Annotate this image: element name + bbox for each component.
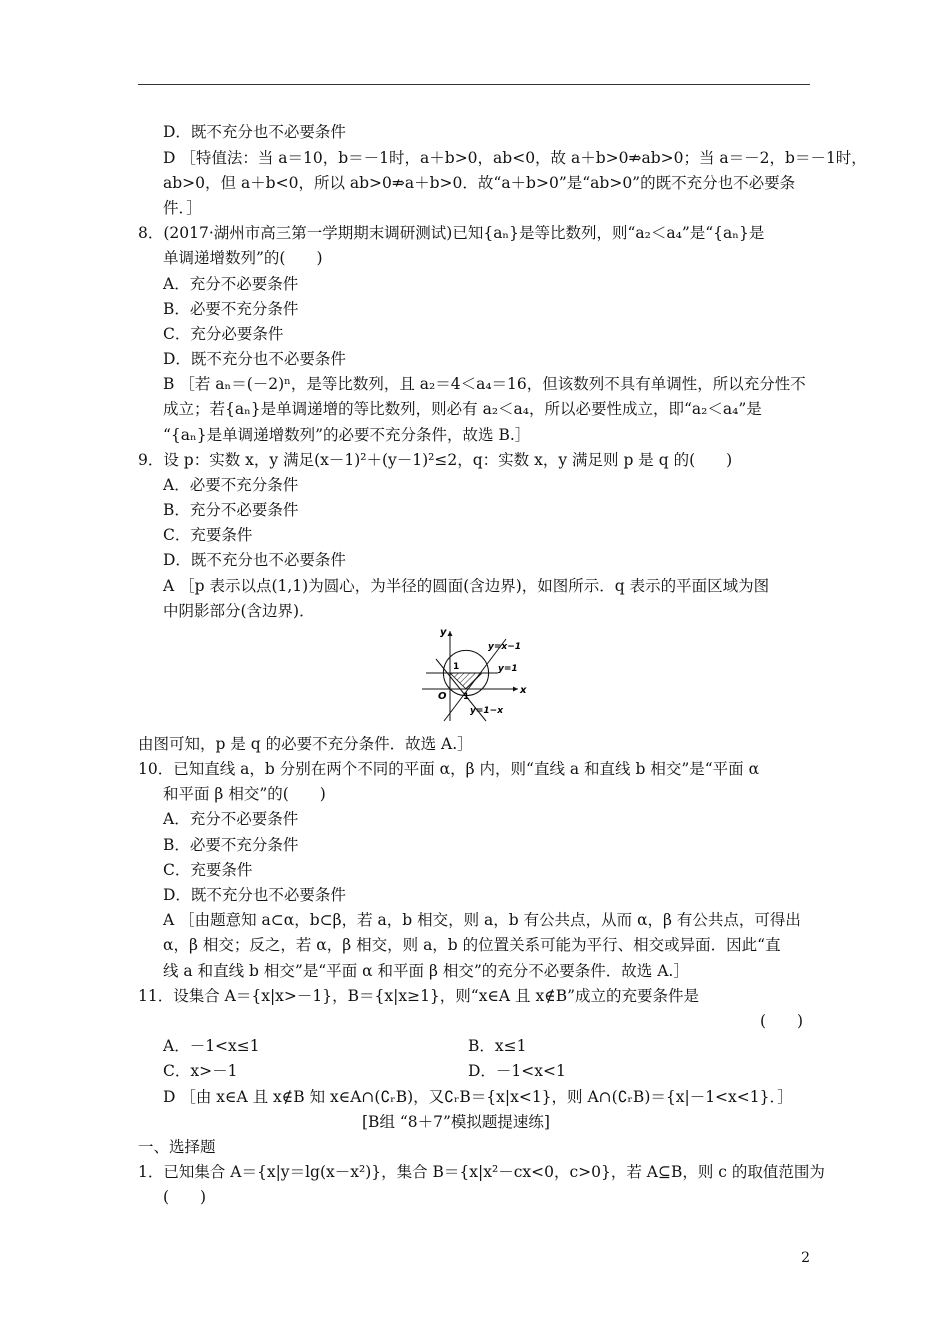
region-figure: [414, 621, 538, 725]
question-11: 11．设集合 A＝{x|x>－1}，B＝{x|x≥1}，则“x∈A 且 x∉B”成立的充要条件是: [138, 987, 700, 1005]
question-8: 8．(2017·湖州市高三第一学期期末调研测试)已知{aₙ}是等比数列，则“a₂＜a₄”是“{aₙ}是: [138, 224, 765, 242]
text-line: 成立；若{aₙ}是单调递增的等比数列，则必有 a₂＜a₄，所以必要性成立，即“a₂＜a₄”是: [163, 400, 762, 418]
label-y-1-minus-x: y=1−x: [470, 706, 504, 716]
section-heading: [B组 “8＋7”模拟题提速练]: [362, 1113, 550, 1131]
text-line: ab>0，但 a＋b<0，所以 ab>0⇏a＋b>0．故“a＋b>0”是“ab>0”的既不充分也不必要条: [163, 174, 796, 192]
answer-11: D ［由 x∈A 且 x∉B 知 x∈A∩(∁ᵣB)，又∁ᵣB＝{x|x<1}，则 A∩(∁ᵣB)＝{x|－1<x<1}．］: [163, 1088, 793, 1106]
question-10: 10．已知直线 a，b 分别在两个不同的平面 α，β 内，则“直线 a 和直线 b 相交”是“平面 α: [138, 760, 760, 778]
option-b: B．必要不充分条件: [163, 836, 299, 854]
option-b: B．必要不充分条件: [163, 300, 299, 318]
subsection-heading: 一、选择题: [138, 1138, 216, 1156]
answer-10: A ［由题意知 a⊂α，b⊂β，若 a，b 相交，则 a，b 有公共点，从而 α，β 有公共点，可得出: [163, 911, 801, 929]
option-a: A．充分不必要条件: [163, 810, 299, 828]
x-axis-arrow: [513, 687, 518, 692]
y-axis-label: y: [440, 627, 447, 638]
text-line: 线 a 和直线 b 相交”是“平面 α 和平面 β 相交”的充分不必要条件．故选 A.］: [163, 962, 689, 980]
x-axis-label: x: [520, 685, 527, 696]
tick-x-label: 1: [463, 692, 470, 702]
option-c: C．充要条件: [163, 526, 253, 544]
text-line: “{aₙ}是单调递增数列”的必要不充分条件，故选 B.］: [163, 426, 531, 444]
option-a: A．－1<x≤1: [163, 1037, 260, 1055]
origin-label: O: [438, 691, 447, 702]
text-line: 和平面 β 相交”的( ): [163, 785, 326, 803]
text-line: 中阴影部分(含边界)．: [163, 602, 315, 620]
header-rule: [138, 84, 810, 85]
answer-bracket: ( ): [760, 1012, 804, 1030]
question-1: 1．已知集合 A＝{x|y＝lg(x－x²)}，集合 B＝{x|x²－cx<0，c>0}，若 A⊆B，则 c 的取值范围为: [138, 1163, 825, 1181]
option-d: D．既不充分也不必要条件: [163, 350, 346, 368]
option-c: C．充要条件: [163, 861, 253, 879]
option-b: B．x≤1: [468, 1037, 527, 1055]
text-line: 件．］: [163, 199, 202, 217]
answer-9: A ［p 表示以点(1,1)为圆心，为半径的圆面(含边界)，如图所示．q 表示的平面区域为图: [163, 577, 770, 595]
y-axis-arrow: [448, 631, 453, 636]
label-y-1: y=1: [498, 664, 518, 674]
option-a: A．必要不充分条件: [163, 476, 299, 494]
answer-bracket: ( ): [163, 1188, 207, 1206]
shaded-region: [450, 673, 482, 689]
option-c: C．充分必要条件: [163, 325, 284, 343]
page-number: 2: [801, 1250, 810, 1266]
text-line: 由图可知，p 是 q 的必要不充分条件．故选 A.］: [138, 735, 473, 753]
answer-8: B ［若 aₙ＝(－2)ⁿ，是等比数列，且 a₂＝4＜a₄＝16，但该数列不具有单调性，所以充分性不: [163, 375, 806, 393]
option-d: D．既不充分也不必要条件: [163, 886, 346, 904]
option-b: B．充分不必要条件: [163, 501, 299, 519]
question-9: 9．设 p：实数 x，y 满足(x－1)²＋(y－1)²≤2，q：实数 x，y 满足则 p 是 q 的( ): [138, 451, 733, 469]
text-line: 单调递增数列”的( ): [163, 249, 323, 267]
option-a: A．充分不必要条件: [163, 275, 299, 293]
text-line: α，β 相交；反之，若 α，β 相交，则 a，b 的位置关系可能为平行、相交或异面．因此“直: [163, 936, 781, 954]
tick-y-label: 1: [453, 662, 460, 672]
option-d: D．既不充分也不必要条件: [163, 551, 346, 569]
text-line: D．既不充分也不必要条件: [163, 123, 346, 141]
option-d: D．－1<x<1: [468, 1062, 566, 1080]
label-y-x-minus-1: y=x−1: [488, 642, 522, 652]
option-c: C．x>－1: [163, 1062, 238, 1080]
text-line: D ［特值法：当 a＝10，b＝－1时，a＋b>0，ab<0，故 a＋b>0⇏ab>0；当 a＝－2，b＝－1时，: [163, 149, 867, 167]
